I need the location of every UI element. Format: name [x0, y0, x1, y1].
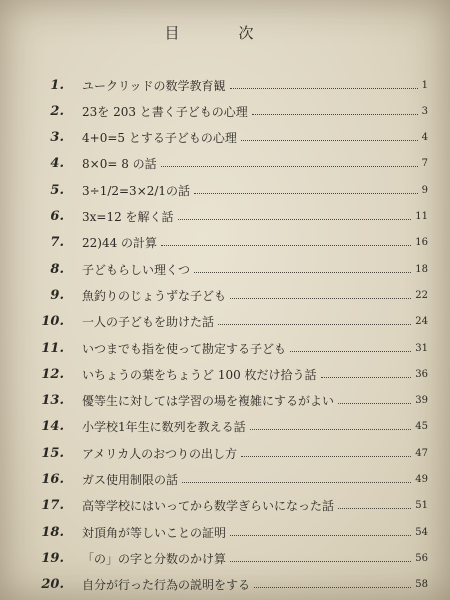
toc-entry — [82, 418, 428, 435]
toc-entry-number: 9. — [50, 287, 64, 303]
toc-entry-number: 6. — [50, 209, 64, 224]
toc-entry-title: 一人の子どもを助けた話 — [82, 315, 215, 330]
toc-row — [0, 204, 450, 230]
toc-entry — [82, 576, 428, 593]
dot-leader — [230, 535, 411, 536]
toc-page-number: 58 — [415, 579, 428, 591]
toc-entry-title: 対頂角が等しいことの証明 — [82, 525, 227, 540]
toc-row — [0, 230, 450, 256]
toc-entry-title: ユークリッドの数学教育観 — [82, 78, 226, 93]
toc-page-number: 9 — [421, 184, 428, 196]
toc-page-number: 24 — [415, 316, 428, 328]
toc-entry — [82, 234, 428, 251]
toc-page-number: 56 — [415, 552, 428, 564]
toc-entry — [82, 287, 428, 304]
toc-entry-number: 7. — [50, 235, 64, 251]
toc-entry-number: 18. — [41, 524, 64, 540]
toc-entry-title: 自分が行った行為の説明をする — [82, 578, 251, 593]
toc-entry — [82, 392, 428, 409]
toc-entry — [82, 445, 428, 462]
toc-entry — [82, 313, 428, 330]
toc-row — [0, 545, 450, 571]
toc-row — [0, 177, 450, 203]
toc-row — [0, 361, 450, 387]
dot-leader — [161, 245, 411, 246]
toc-row — [0, 467, 450, 493]
toc-entry-title: 優等生に対しては学習の場を複雑にするがよい — [82, 394, 335, 409]
toc-row — [0, 493, 450, 519]
toc-entry-title: 22)44 の計算 — [82, 236, 158, 251]
toc-entry-number: 11. — [41, 340, 64, 356]
toc-entry-number: 4. — [50, 156, 64, 172]
toc-entry-number: 3. — [50, 130, 64, 146]
toc-page-number: 51 — [415, 500, 428, 512]
toc-entry — [82, 77, 428, 94]
toc-entry-number: 8. — [50, 261, 64, 277]
toc-row — [0, 519, 450, 545]
dot-leader — [250, 429, 412, 430]
toc-entry — [82, 550, 428, 567]
toc-entry — [82, 366, 428, 383]
toc-entry — [82, 103, 428, 120]
toc-page-number: 22 — [415, 289, 428, 301]
toc-entry-title: 8×0= 8 の話 — [82, 157, 157, 172]
toc-row — [0, 388, 450, 414]
toc-row — [0, 98, 450, 124]
dot-leader — [182, 482, 411, 483]
toc-entry-number: 20. — [41, 577, 64, 593]
toc-page-number: 11 — [415, 211, 428, 222]
toc-entry-number: 17. — [41, 498, 64, 514]
dot-leader — [241, 456, 411, 457]
toc-entry — [82, 497, 428, 514]
toc-entry-title: いつまでも指を使って勘定する子ども — [82, 341, 287, 356]
toc-entry-number: 15. — [41, 445, 64, 461]
toc-entry-title: 子どもらしい理くつ — [82, 262, 191, 277]
toc-row — [0, 72, 450, 98]
toc-page-number: 54 — [415, 526, 428, 538]
toc-row — [0, 309, 450, 335]
toc-entry — [82, 208, 428, 225]
toc-entry-number: 1. — [50, 77, 64, 93]
toc-row — [0, 440, 450, 466]
dot-leader — [194, 272, 411, 273]
dot-leader — [252, 114, 418, 115]
toc-entry — [82, 182, 428, 199]
toc-entry-title: 23を 203 と書く子どもの心理 — [82, 104, 248, 119]
toc-entry-number: 2. — [50, 103, 64, 119]
toc-page-number: 3 — [421, 105, 428, 117]
toc-entry-title: 3x=12 を解く話 — [82, 210, 174, 224]
toc-entry — [82, 471, 428, 488]
dot-leader — [161, 166, 418, 167]
toc-row — [0, 125, 450, 151]
dot-leader — [230, 561, 411, 562]
toc-page-number: 16 — [415, 237, 428, 249]
dot-leader — [178, 219, 412, 220]
toc-entry — [82, 340, 428, 357]
toc-page-number: 49 — [415, 474, 428, 485]
toc-entry-number: 10. — [41, 314, 64, 330]
toc-entry — [82, 129, 428, 146]
toc-row — [0, 151, 450, 177]
dot-leader — [254, 587, 411, 588]
toc-row — [0, 572, 450, 598]
toc-entry-title: いちょうの葉をちょうど 100 枚だけ拾う話 — [82, 367, 317, 382]
dot-leader — [218, 324, 411, 325]
toc-page-number: 45 — [415, 421, 428, 433]
toc-page-number: 47 — [415, 447, 428, 459]
toc-entry — [82, 261, 428, 278]
toc-entry-number: 14. — [41, 419, 64, 435]
dot-leader — [230, 88, 418, 89]
toc-row — [0, 335, 450, 361]
toc-row — [0, 414, 450, 440]
toc-page-number: 18 — [415, 263, 428, 275]
toc-entry-number: 12. — [41, 366, 64, 382]
page-title: 目 次 — [164, 24, 276, 42]
toc-entry-title: 小学校1年生に数列を教える話 — [82, 420, 246, 435]
toc-row — [0, 256, 450, 282]
toc-entry-title: ガス使用制限の話 — [82, 473, 179, 487]
dot-leader — [321, 377, 412, 378]
toc-page-number: 4 — [421, 132, 428, 144]
toc-entry — [82, 524, 428, 541]
toc-entry-number: 19. — [41, 550, 64, 566]
dot-leader — [194, 193, 418, 194]
toc-row — [0, 282, 450, 308]
toc-page-number: 1 — [421, 79, 428, 91]
toc-page-number: 36 — [415, 368, 428, 380]
toc-entry-title: 4+0=5 とする子どもの心理 — [82, 131, 237, 146]
dot-leader — [230, 298, 411, 299]
toc-entry-title: アメリカ人のおつりの出し方 — [82, 446, 238, 461]
toc-entry-number: 13. — [41, 393, 64, 409]
toc-entry-number: 5. — [50, 182, 64, 198]
dot-leader — [338, 403, 411, 404]
toc-entry-title: 魚釣りのじょうずな子ども — [82, 288, 227, 303]
dot-leader — [241, 140, 418, 141]
toc-entry-title: 3÷1/2=3×2/1の話 — [82, 183, 191, 198]
toc-page-number: 39 — [415, 395, 428, 407]
toc-entry-title: 「の」の字と分数のかけ算 — [82, 551, 227, 566]
dot-leader — [290, 351, 411, 352]
toc-page-number: 31 — [415, 342, 428, 354]
toc-entry-title: 高等学校にはいってから数学ぎらいになった話 — [82, 499, 335, 514]
toc-page-number: 7 — [421, 158, 428, 170]
toc-entry-number: 16. — [41, 472, 64, 487]
toc-entry — [82, 155, 428, 172]
dot-leader — [338, 508, 411, 509]
